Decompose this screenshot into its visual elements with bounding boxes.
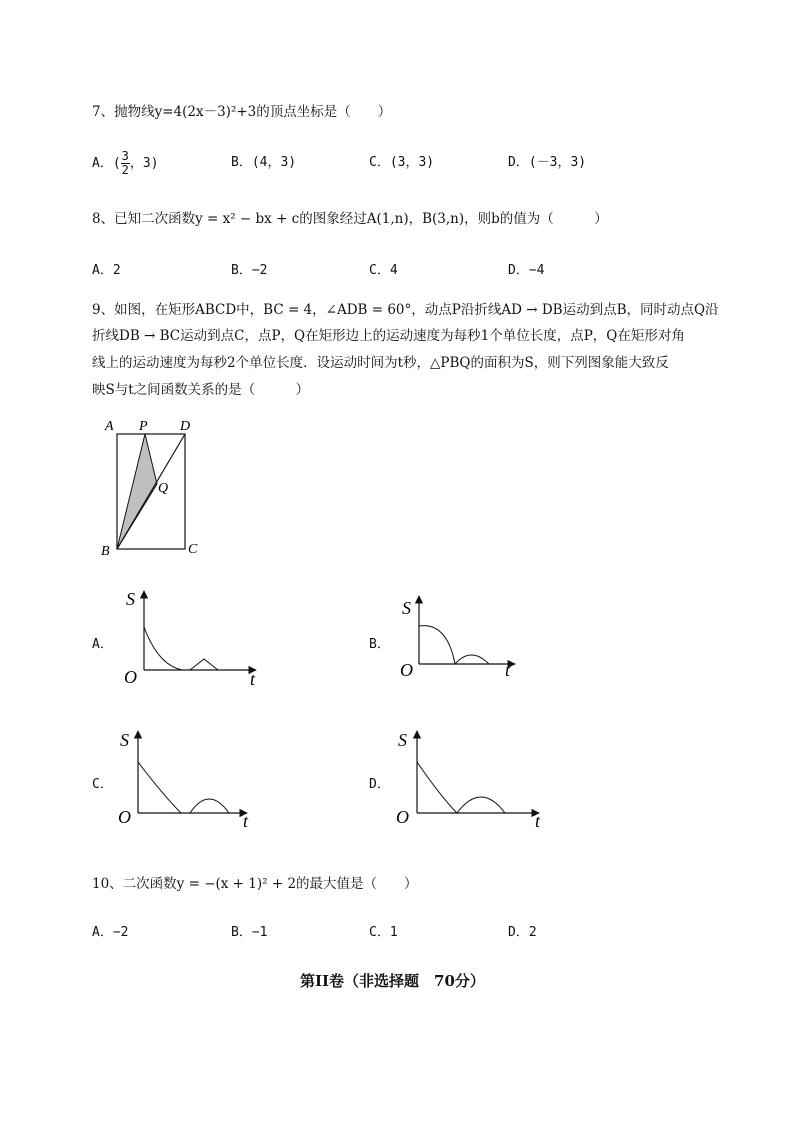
q7-option-a-suffix: ，3) [129,156,159,171]
q10-option-c[interactable]: C．1 [369,925,398,940]
q10-stem: 10、二次函数y = −(x + 1)² + 2的最大值是（ ） [92,876,418,892]
q7-option-a-prefix: A．( [92,156,121,171]
diagonal-bd [117,434,185,549]
graph-a-s-label: S [126,589,135,609]
label-p: P [139,419,148,434]
graph-option-a[interactable] [120,585,265,690]
q9-option-b[interactable]: B． [369,637,390,652]
q9-option-d[interactable]: D． [369,777,390,792]
graph-c-s-label: S [120,730,129,750]
q8-option-b[interactable]: B．−2 [231,263,268,278]
q10-option-b[interactable]: B．−1 [231,925,268,940]
q7-option-b[interactable]: B．(4，3) [231,155,297,170]
q7-option-d[interactable]: D．(－3，3) [508,155,587,170]
q10-option-a[interactable]: A．−2 [92,925,129,940]
label-c: C [188,542,198,557]
q7-option-a-numerator: 3 [121,149,129,163]
q7-option-a-denominator: 2 [121,163,129,177]
rectangle-figure [95,412,215,562]
q8-option-a[interactable]: A．2 [92,263,121,278]
label-q: Q [158,481,169,496]
graph-c-o-label: O [118,807,131,827]
graph-option-b[interactable] [395,590,525,685]
graph-b-o-label: O [400,660,413,680]
q9-line-2: 折线DB → BC运动到点C，点P，Q在矩形边上的运动速度为每秒1个单位长度，点P，Q在矩形对角 [92,328,685,344]
q7-option-a[interactable] [92,150,159,177]
q10-option-d[interactable]: D．2 [508,925,537,940]
graph-b-t-label: t [505,660,511,680]
q9-line-4: 映S与t之间函数关系的是（ ） [92,382,310,398]
graph-option-c[interactable] [115,725,260,830]
q7-stem: 7、抛物线y=4(2x－3)²+3的顶点坐标是（ ） [92,104,392,120]
label-a: A [105,419,114,434]
graph-b-s-label: S [402,598,411,618]
graph-option-d[interactable] [395,725,555,830]
graph-d-s-label: S [398,730,407,750]
q8-option-c[interactable]: C．4 [369,263,398,278]
section-title: 第II卷（非选择题 70分） [300,972,485,990]
q9-option-a[interactable]: A． [92,637,113,652]
label-b: B [101,544,110,559]
graph-a-o-label: O [124,667,137,687]
graph-d-t-label: t [535,811,541,830]
q8-stem: 8、已知二次函数y = x² − bx + c的图象经过A(1,n)，B(3,n)，则b的值为（ ） [92,211,608,227]
graph-c-t-label: t [243,811,249,830]
q7-option-a-fraction [121,150,130,177]
q8-option-d[interactable]: D．−4 [508,263,545,278]
label-d: D [180,419,191,434]
graph-a-t-label: t [250,669,256,689]
q9-line-1: 9、如图，在矩形ABCD中，BC = 4，∠ADB = 60°，动点P沿折线AD → DB运动到点B，同时动点Q沿 [92,302,719,318]
q7-option-c[interactable]: C．(3，3) [369,155,435,170]
q9-line-3: 线上的运动速度为每秒2个单位长度．设运动时间为t秒，△PBQ的面积为S，则下列图象能大致反 [92,355,669,371]
graph-d-o-label: O [396,807,409,827]
q9-option-c[interactable]: C． [92,777,113,792]
